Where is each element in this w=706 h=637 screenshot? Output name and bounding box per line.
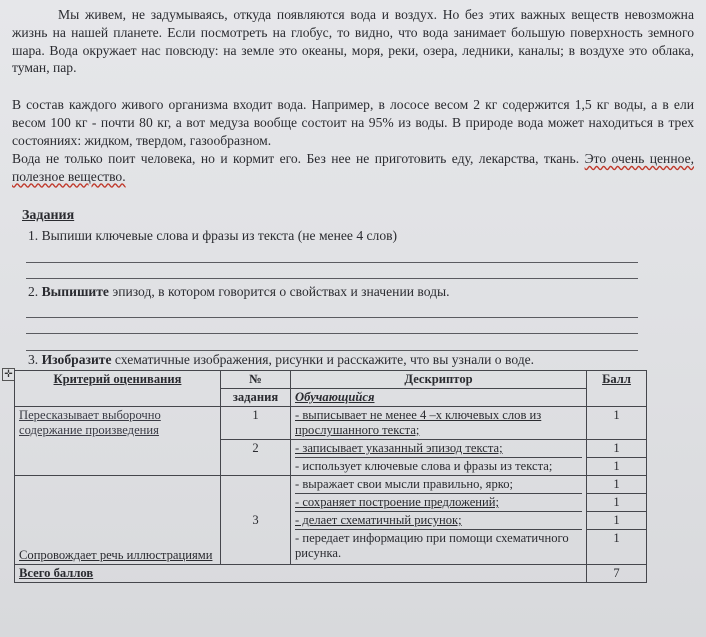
- paragraph-1-text: Мы живем, не задумываясь, откуда появляются вода и воздух. Но без этих важных веществ невозможна жизнь на нашей планете. Если посмотреть на глобус, то видно, что вода занимает большую поверхность земного шара. Вода окружает нас повсюду: на земле это океаны, моря, реки, озера, ледники, каналы; в воздухе это облака, туман, пар.: [12, 7, 694, 76]
- descriptor-3: - использует ключевые слова и фразы из текста;: [295, 459, 553, 473]
- descriptor-4: - выражает свои мысли правильно, ярко;: [295, 476, 582, 494]
- score-3: 1: [613, 459, 620, 473]
- header-number-2: задания: [221, 389, 291, 407]
- task-2: [28, 284, 450, 300]
- task-1: 1. Выпиши ключевые слова и фразы из текста (не менее 4 слов): [28, 228, 398, 243]
- table-move-handle-icon[interactable]: ✛: [2, 368, 15, 381]
- descriptor-6: - делает схематичный рисунок;: [295, 512, 582, 530]
- score-6: 1: [587, 512, 646, 530]
- answer-line: [26, 262, 638, 263]
- descriptor-5: - сохраняет построение предложений;: [295, 494, 582, 512]
- descriptor-group-2: [291, 440, 587, 476]
- score-group-2: [587, 440, 647, 476]
- descriptor-7: - передает информацию при помощи схематичного рисунка.: [295, 531, 569, 560]
- task-number-1: 1: [221, 407, 291, 440]
- paragraph-3-highlight: Это очень ценное, полезное вещество.: [12, 151, 694, 184]
- total-label: Всего баллов: [15, 565, 587, 583]
- header-score: Балл: [587, 371, 647, 407]
- task-number-2: 2: [221, 440, 291, 476]
- score-4: 1: [587, 476, 646, 494]
- table-row: [15, 407, 647, 440]
- descriptor-1: - выписывает не менее 4 –х ключевых слов из прослушанного текста;: [291, 407, 587, 440]
- table-header-row: [15, 371, 647, 389]
- header-number: №: [221, 371, 291, 389]
- task-3-verb: Изобразите: [41, 352, 112, 367]
- task-2-text: эпизод, в котором говорится о свойствах и значении воды.: [108, 284, 450, 299]
- header-descriptor: Дескриптор: [291, 371, 587, 389]
- score-5: 1: [587, 494, 646, 512]
- task-2-number: 2.: [28, 284, 42, 299]
- task-2-verb: Выпишите: [41, 284, 109, 299]
- task-3-number: 3.: [28, 352, 42, 367]
- paragraph-3: [12, 150, 694, 186]
- paragraph-3-text: Вода не только поит человека, но и кормит его. Без нее не приготовить еду, лекарства, ткань.: [12, 151, 585, 166]
- task-3: [28, 352, 534, 368]
- header-criterion: Критерий оценивания: [15, 371, 221, 407]
- score-2: 1: [587, 440, 646, 458]
- criterion-2: Сопровождает речь иллюстрациями: [15, 476, 221, 565]
- criterion-1: Пересказывает выборочно содержание произведения: [15, 407, 221, 476]
- descriptor-group-3: [291, 476, 587, 565]
- answer-line: [26, 333, 638, 334]
- answer-line: [26, 317, 638, 318]
- score-group-3: [587, 476, 647, 565]
- tasks-heading: Задания: [22, 208, 75, 223]
- answer-line: [26, 278, 638, 279]
- paragraph-2: В состав каждого живого организма входит вода. Например, в лососе весом 2 кг содержится 1,5 кг воды, а в ели весом 100 кг - почти 80 кг, а вот медуза вообще состоит на 95% из воды. В природе вода может находиться в трех состояниях: жидком, твердом, газообразном.: [12, 97, 694, 148]
- table-row: [15, 476, 647, 565]
- total-score: 7: [587, 565, 647, 583]
- task-3-text: схематичные изображения, рисунки и расскажите, что вы узнали о воде.: [111, 352, 535, 367]
- paragraph-1: [12, 6, 694, 77]
- score-1: 1: [587, 407, 647, 440]
- header-student: Обучающийся: [291, 389, 587, 407]
- grading-table: [14, 370, 647, 583]
- score-7: 1: [613, 531, 620, 545]
- table-total-row: [15, 565, 647, 583]
- answer-line: [26, 350, 638, 351]
- task-number-3: 3: [221, 476, 291, 565]
- descriptor-2: - записывает указанный эпизод текста;: [295, 440, 582, 458]
